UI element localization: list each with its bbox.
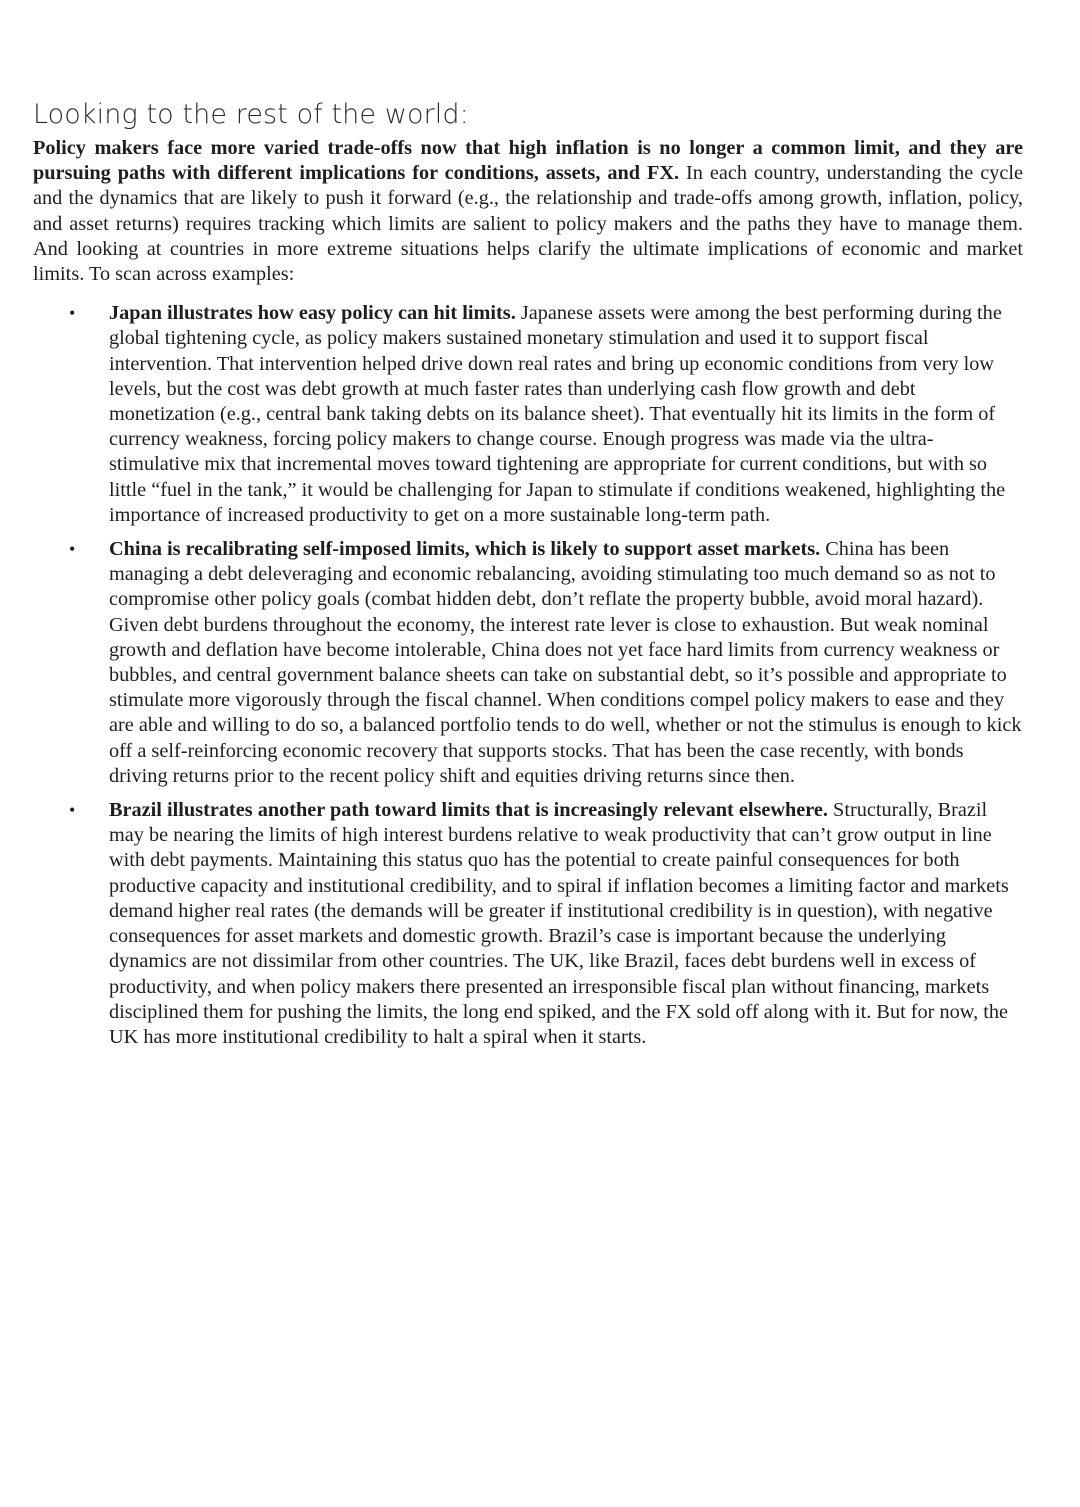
bullet-japan-text: Japanese assets were among the best performing during the global tightening cycle, as policy makers sustained monetary stimulation and used it to support fiscal intervention. That intervention helped drive down real rates and bring up economic conditions from very low levels, but the cost was debt growth at much faster rates than underlying cash flow growth and debt monetization (e.g., central bank taking debts on its balance sheet). That eventually hit its limits in the form of currency weakness, forcing policy makers to change course. Enough progress was made via the ultra-stimulative mix that incremental moves toward tightening are appropriate for current conditions, but with so little “fuel in the tank,” it would be challenging for Japan to stimulate if conditions weakened, highlighting the importance of increased productivity to get on a more sustainable long-term path. <box>109 302 1006 526</box>
bullet-brazil-lead: Brazil illustrates another path toward limits that is increasingly relevant elsewhere. <box>109 799 828 822</box>
document-page <box>33 96 1023 1059</box>
bullet-marker: • <box>69 539 76 560</box>
bullet-marker: • <box>69 800 76 821</box>
bullet-marker: • <box>69 303 76 324</box>
country-bullet-list <box>33 301 1023 1050</box>
intro-lead-bold: Policy makers face more varied trade-offs now that high inflation is no longer a common limit, and they are pursuing paths with different implications for conditions, assets, and FX. <box>33 137 1023 185</box>
bullet-brazil <box>33 798 1023 1050</box>
intro-paragraph <box>33 136 1023 287</box>
bullet-japan-lead: Japan illustrates how easy policy can hit limits. <box>109 302 516 325</box>
bullet-china <box>33 537 1023 789</box>
bullet-china-lead: China is recalibrating self-imposed limits, which is likely to support asset markets. <box>109 538 821 561</box>
section-heading: Looking to the rest of the world: <box>33 99 469 130</box>
bullet-brazil-text: Structurally, Brazil may be nearing the limits of high interest burdens relative to weak productivity that can’t grow output in line with debt payments. Maintaining this status quo has the potential to create painful consequences for both productive capacity and institutional credibility, and to spiral if inflation becomes a limiting factor and markets demand higher real rates (the demands will be greater if institutional credibility is in question), with negative consequences for asset markets and domestic growth. Brazil’s case is important because the underlying dynamics are not dissimilar from other countries. The UK, like Brazil, faces debt burdens well in excess of productivity, and when policy makers there presented an irresponsible fiscal plan without financing, markets disciplined them for pushing the limits, the long end spiked, and the FX sold off along with it. But for now, the UK has more institutional credibility to halt a spiral when it starts. <box>109 799 1009 1048</box>
bullet-china-text: China has been managing a debt deleveraging and economic rebalancing, avoiding stimulating too much demand so as not to compromise other policy goals (combat hidden debt, don’t reflate the property bubble, avoid moral hazard). Given debt burdens throughout the economy, the interest rate lever is close to exhaustion. But weak nominal growth and deflation have become intolerable, China does not yet face hard limits from currency weakness or bubbles, and central government balance sheets can take on substantial debt, so it’s possible and appropriate to stimulate more vigorously through the fiscal channel. When conditions compel policy makers to ease and they are able and willing to do so, a balanced portfolio tends to do well, whether or not the stimulus is enough to kick off a self-reinforcing economic recovery that supports stocks. That has been the case recently, with bonds driving returns prior to the recent policy shift and equities driving returns since then. <box>109 538 1022 787</box>
bullet-japan <box>33 301 1023 528</box>
intro-body-text: In each country, understanding the cycle and the dynamics that are likely to push it forward (e.g., the relationship and trade-offs among growth, inflation, policy, and asset returns) requires tracking which limits are salient to policy makers and the paths they have to manage them. And looking at countries in more extreme situations helps clarify the ultimate implications of economic and market limits. To scan across examples: <box>33 162 1023 286</box>
